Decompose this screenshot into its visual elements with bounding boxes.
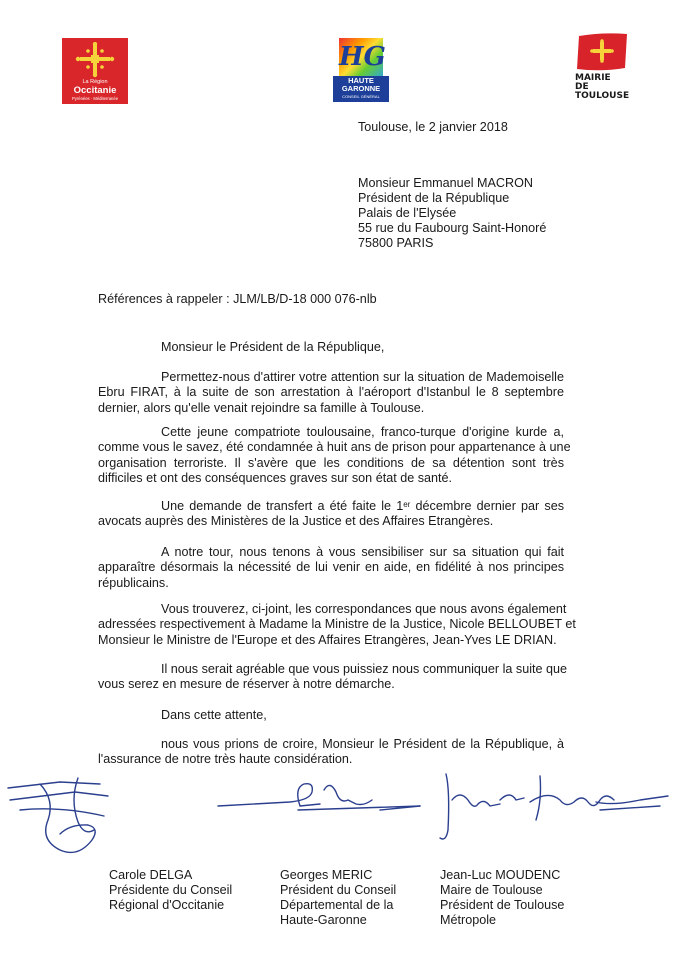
- occitanie-logo: [62, 38, 128, 104]
- signatory-meric: [280, 868, 396, 928]
- paragraph-line: [98, 499, 564, 514]
- paragraph-line: Monsieur le Ministre de l'Europe et des Affaires Etrangères, Jean-Yves LE DRIAN.: [98, 632, 557, 647]
- paragraph-line: avocats auprès des Ministères de la Justice et des Affaires Etrangères.: [98, 514, 494, 529]
- paragraph-line: vous serez en mesure de réserver à notre démarche.: [98, 677, 395, 692]
- handwritten-signatures: [0, 770, 678, 865]
- signatory-moudenc: [440, 868, 564, 928]
- toulouse-logo-line3: TOULOUSE: [575, 91, 630, 101]
- paragraph-line: Vous trouverez, ci-joint, les correspondances que nous avons également: [161, 602, 567, 616]
- signatory-line: Président de Toulouse: [440, 898, 565, 912]
- recipient-line: Président de la République: [358, 191, 510, 205]
- recipient-line: 55 rue du Faubourg Saint-Honoré: [358, 221, 547, 235]
- paragraph-4: [98, 545, 564, 591]
- haute-garonne-line3: CONSEIL GÉNÉRAL: [342, 94, 380, 99]
- paragraph-line: dernier, alors qu'elle venait rejoindre sa famille à Toulouse.: [98, 400, 425, 415]
- paragraph-2: [98, 425, 571, 486]
- paragraph-line: adressées respectivement à Madame la Ministre de la Justice, Nicole BELLOUBET et: [98, 617, 576, 632]
- paragraph-line: comme vous le savez, été condamnée à huit ans de prison pour appartenance à une: [98, 440, 571, 455]
- toulouse-logo-line2: DE: [575, 82, 589, 92]
- paragraph-line: Il nous serait agréable que vous puissiez nous communiquer la suite que: [161, 662, 568, 676]
- paragraph-closing: [98, 737, 564, 768]
- recipient-line: 75800 PARIS: [358, 236, 434, 250]
- signatory-line: Régional d'Occitanie: [109, 898, 225, 912]
- haute-garonne-line1: HAUTE: [348, 76, 374, 85]
- occitanie-logo-line1: La Région: [82, 79, 108, 85]
- paragraph-3: [98, 499, 564, 530]
- paragraph-1: [98, 370, 564, 416]
- letter-date: Toulouse, le 2 janvier 2018: [358, 120, 508, 134]
- haute-garonne-mark: HG: [339, 42, 386, 72]
- paragraph-text: décembre dernier par ses: [410, 499, 565, 513]
- paragraph-line: organisation terroriste. Il s'avère que les conditions de sa détention sont très: [98, 455, 564, 470]
- paragraph-6: [98, 662, 568, 693]
- occitan-cross-icon: [74, 42, 116, 80]
- signatory-line: Carole DELGA: [109, 868, 193, 882]
- toulouse-logo: [573, 32, 633, 104]
- signatory-line: Présidente du Conseil: [109, 883, 233, 897]
- signatory-line: Haute-Garonne: [280, 913, 367, 927]
- signatory-line: Président du Conseil: [280, 883, 397, 897]
- occitanie-logo-line2: Occitanie: [73, 85, 117, 96]
- haute-garonne-logo: [333, 38, 389, 102]
- haute-garonne-line2: GARONNE: [341, 84, 381, 93]
- paragraph-line: A notre tour, nous tenons à vous sensibiliser sur sa situation qui fait: [161, 545, 564, 559]
- occitanie-logo-line3: Pyrénées · Méditerranée: [71, 96, 119, 101]
- toulouse-flag-icon: [573, 32, 631, 72]
- recipient-line: Monsieur Emmanuel MACRON: [358, 176, 533, 190]
- toulouse-logo-line1: MAIRIE: [575, 73, 611, 83]
- paragraph-line: apparaître désormais la nécessité de lui venir en aide, en fidélité à nos principes: [98, 560, 564, 575]
- signatory-line: Maire de Toulouse: [440, 883, 543, 897]
- paragraph-line: républicains.: [98, 575, 169, 590]
- paragraph-text: Une demande de transfert a été faite le 1: [161, 499, 404, 513]
- signatory-delga: [109, 868, 232, 913]
- salutation: Monsieur le Président de la République,: [161, 340, 385, 354]
- signatory-line: Départemental de la: [280, 898, 394, 912]
- paragraph-line: difficiles et ont des conséquences graves sur son état de santé.: [98, 470, 453, 485]
- paragraph-5: [98, 602, 576, 648]
- paragraph-line: l'assurance de notre très haute considération.: [98, 752, 353, 767]
- reference-line: Références à rappeler : JLM/LB/D-18 000 076-nlb: [98, 292, 377, 306]
- signatory-line: Métropole: [440, 913, 497, 927]
- recipient-line: Palais de l'Elysée: [358, 206, 457, 220]
- ordinal-suffix: er: [403, 500, 411, 509]
- paragraph-line: Cette jeune compatriote toulousaine, franco-turque d'origine kurde a,: [161, 425, 564, 439]
- paragraph-line: nous vous prions de croire, Monsieur le Président de la République, à: [161, 737, 564, 751]
- signatory-line: Jean-Luc MOUDENC: [440, 868, 561, 882]
- signatory-line: Georges MERIC: [280, 868, 373, 882]
- paragraph-line: Ebru FIRAT, à la suite de son arrestation à l'aéroport d'Istanbul le 8 septembre: [98, 385, 564, 400]
- closing-attente: Dans cette attente,: [161, 708, 267, 722]
- paragraph-line: Permettez-nous d'attirer votre attention sur la situation de Mademoiselle: [161, 370, 564, 384]
